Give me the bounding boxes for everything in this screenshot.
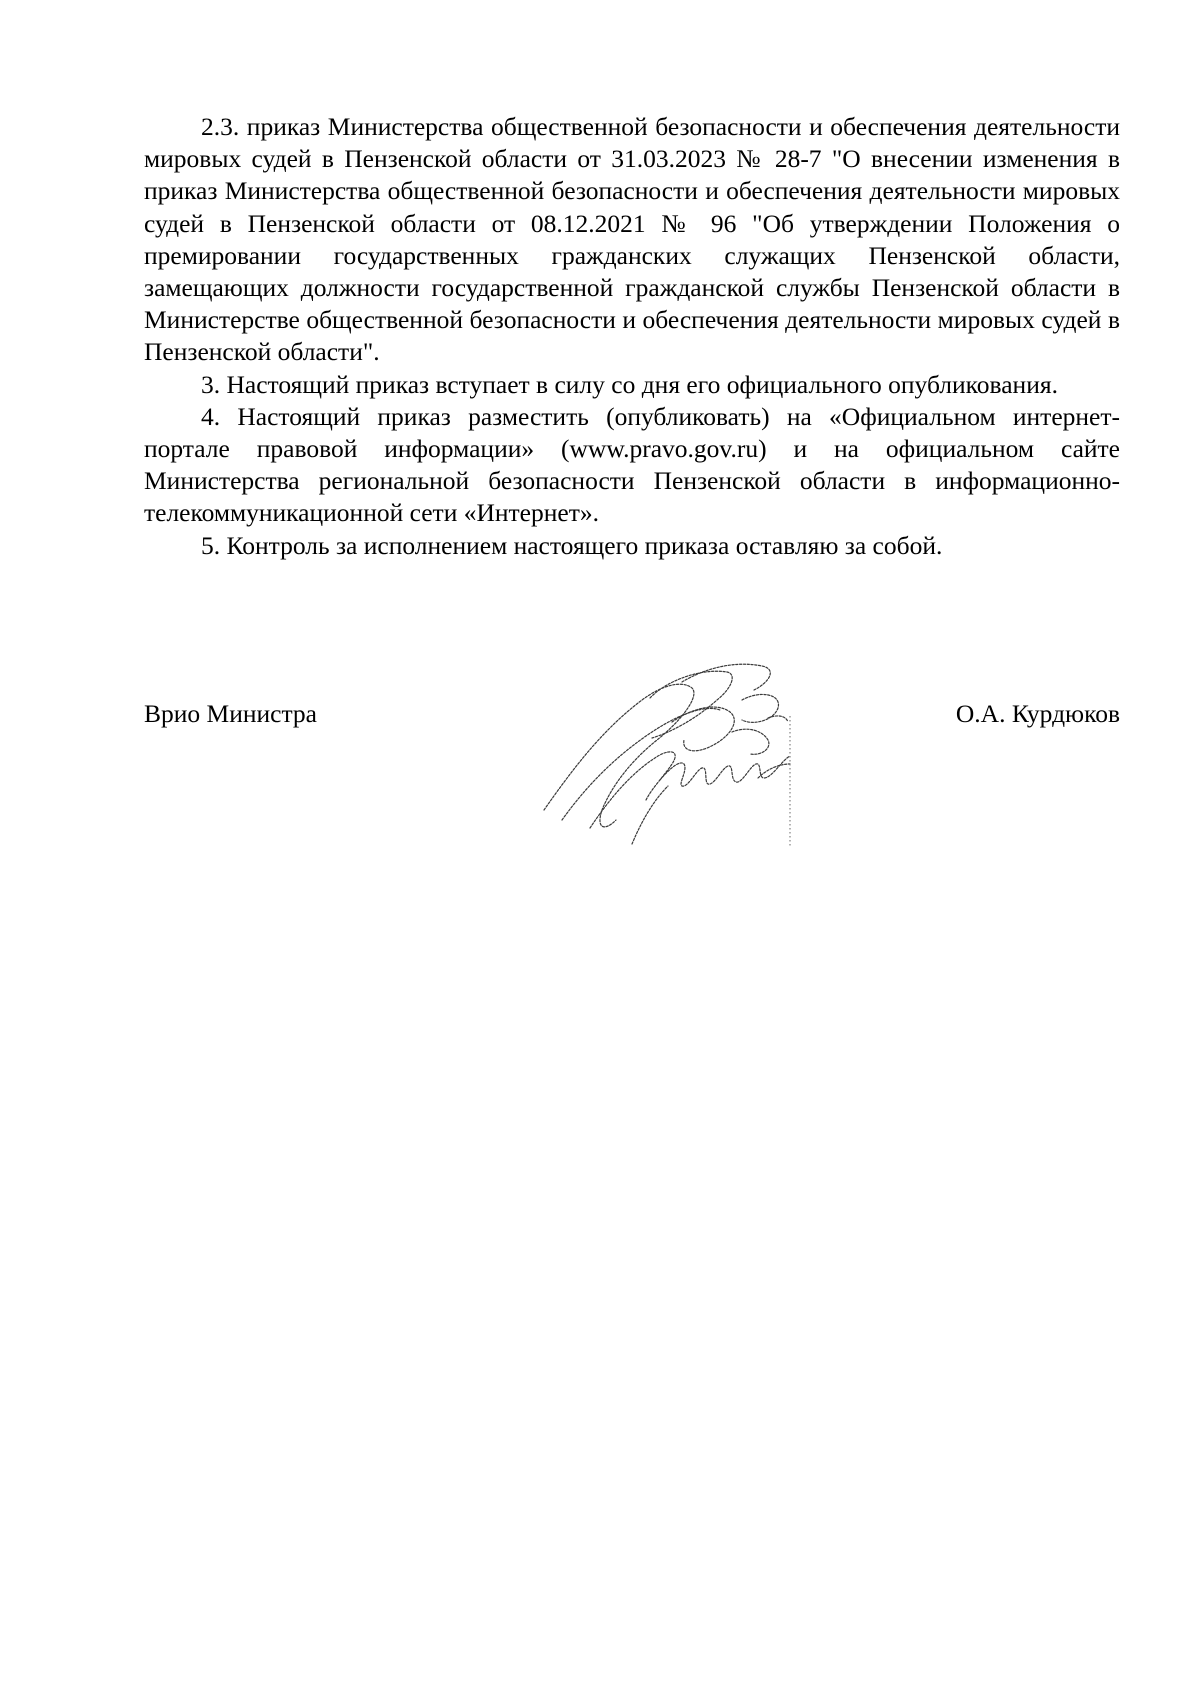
document-body <box>144 111 1120 562</box>
signatory-name: О.А. Курдюков <box>955 699 1120 728</box>
paragraph-5: 5. Контроль за исполнением настоящего приказа оставляю за собой. <box>201 530 943 560</box>
paragraph-4: 4. Настоящий приказ разместить (опубликовать) на «Официальном интернет-портале правовой информации» (www.pravo.gov.ru) и на официальном сайте Министерства региональной безопасности Пензенской области в информационно-телекоммуникационной сети «Интернет». <box>144 401 1120 528</box>
signatory-position: Врио Министра <box>144 699 317 728</box>
paragraph-2-3: 2.3. приказ Министерства общественной безопасности и обеспечения деятельности мировых судей в Пензенской области от 31.03.2023 № 28-7 "О внесении изменения в приказ Министерства общественной безопасности и обеспечения деятельности мировых судей в Пензенской области от 08.12.2021 № 96 "Об утверждении Положения о премировании государственных гражданских служащих Пензенской области, замещающих должности государственной гражданской службы Пензенской области в Министерстве общественной безопасности и обеспечения деятельности мировых судей в Пензенской области". <box>144 112 1120 367</box>
paragraph-3: 3. Настоящий приказ вступает в силу со дня его официального опубликования. <box>201 369 1058 399</box>
handwritten-signature-icon <box>532 660 892 850</box>
signature-block <box>144 690 1120 840</box>
